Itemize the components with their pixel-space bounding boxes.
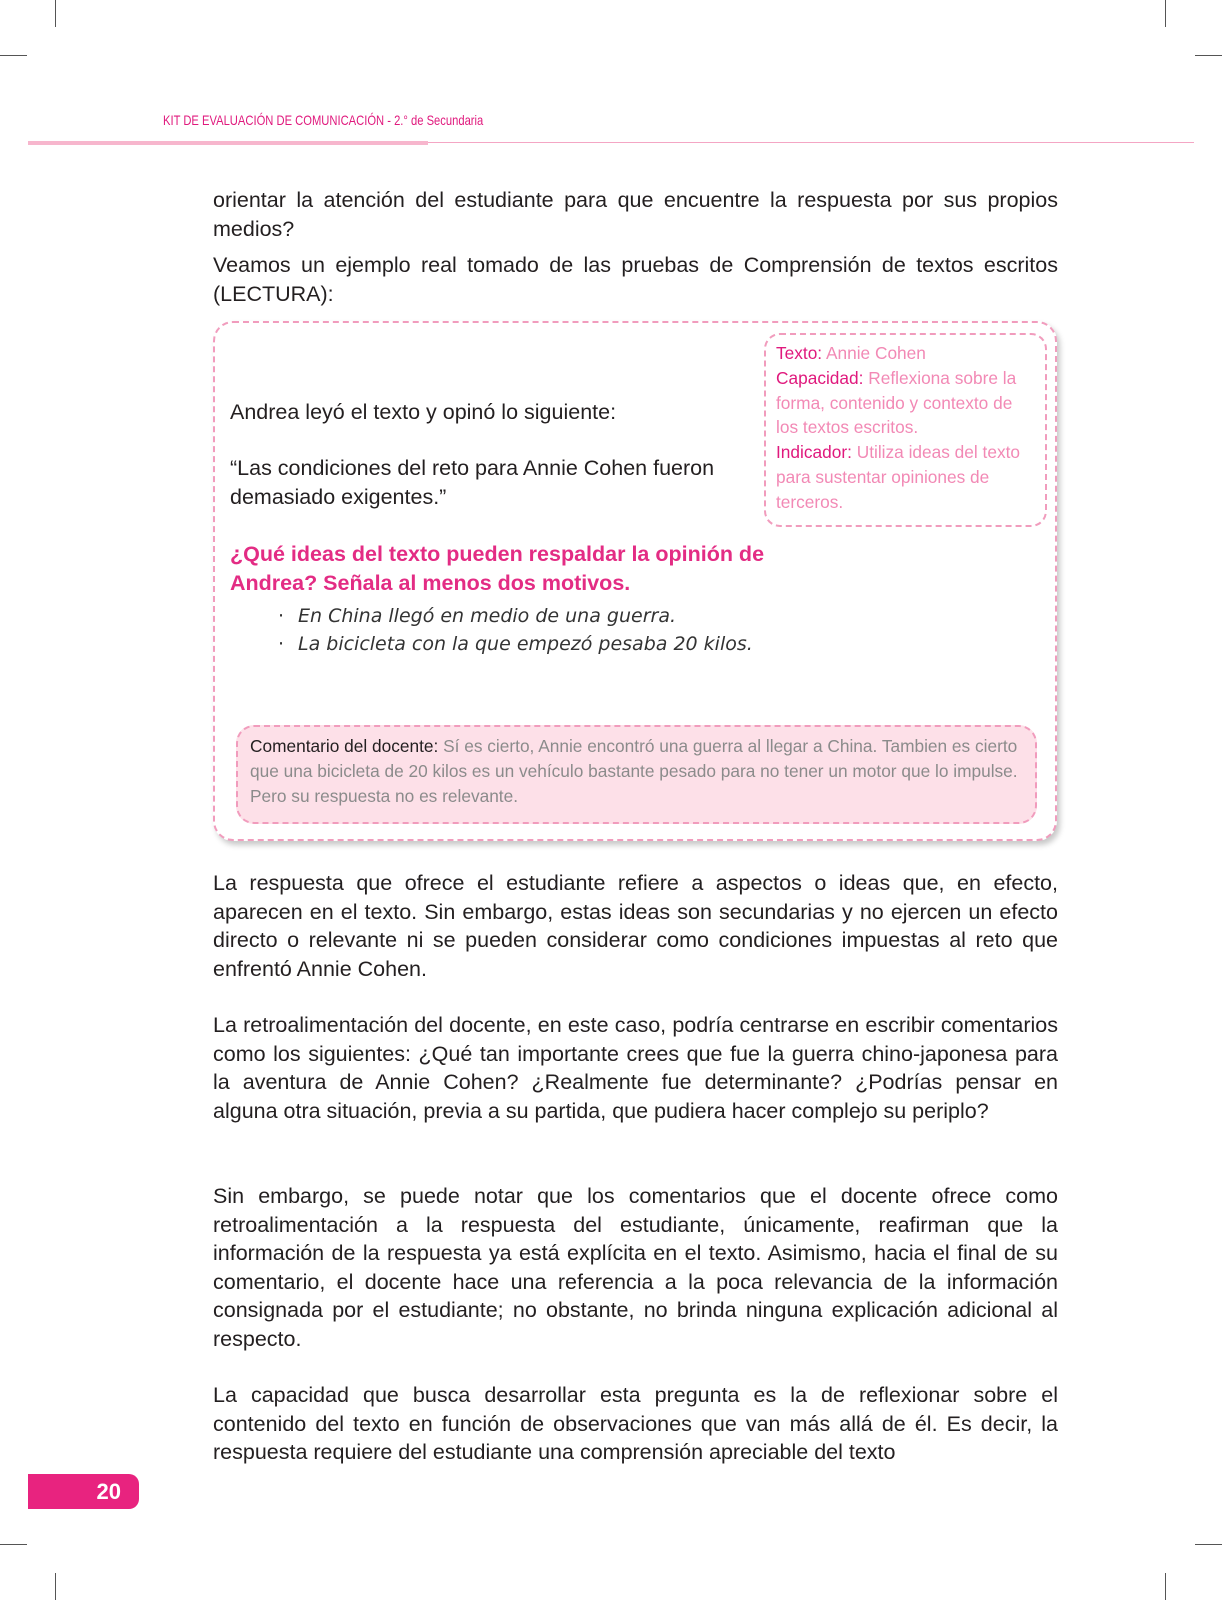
capacidad-label: Capacidad: <box>776 367 864 388</box>
page-number: 20 <box>28 1474 139 1509</box>
example-question: ¿Qué ideas del texto pueden respaldar la opinión de Andrea? Señala al menos dos motivos. <box>230 542 765 595</box>
crop-mark <box>1165 0 1166 27</box>
running-header: KIT DE EVALUACIÓN DE COMUNICACIÓN - 2.° de Secundaria <box>163 112 484 128</box>
header-rule-accent <box>28 141 428 145</box>
crop-mark <box>0 55 27 56</box>
crop-mark <box>55 0 56 27</box>
crop-mark <box>55 1573 56 1600</box>
crop-mark <box>1195 55 1222 56</box>
teacher-comment-box <box>236 725 1037 824</box>
body-paragraph-3: Sin embargo, se puede notar que los comentarios que el docente ofrece como retroalimentación a la respuesta del estudiante, únicamente, reafirman que la información de la respuesta ya está explícita en el texto. Asimismo, hacia el final de su comentario, el docente hace una referencia a la poca relevancia de la información consignada por el estudiante; no obstante, no brinda ninguna explicación adicional al respecto. <box>213 1184 1058 1351</box>
comment-text: Sí es cierto, Annie encontró una guerra al llegar a China. Tambien es cierto que una bicicleta de 20 kilos es un vehículo bastante pesado para no tener un motor que lo impulse. Pero su respuesta no es relevante. <box>250 736 1018 806</box>
student-answers <box>278 602 753 658</box>
crop-mark <box>0 1544 27 1545</box>
body-paragraph-4: La capacidad que busca desarrollar esta pregunta es la de reflexionar sobre el contenido del texto en función de observaciones que van más allá de él. Es decir, la respuesta requiere del estudiante una comprensión apreciable del texto <box>213 1383 1058 1464</box>
example-lead: Andrea leyó el texto y opinó lo siguiente: <box>230 400 617 424</box>
indicador-value: Utiliza ideas del texto para sustentar opiniones de terceros. <box>776 442 1021 512</box>
crop-mark <box>1165 1573 1166 1600</box>
body-paragraph-2: La retroalimentación del docente, en este caso, podría centrarse en escribir comentarios como los siguientes: ¿Qué tan importante crees que fue la guerra chino-japonesa para la aventura de Annie Cohen? ¿Realmente fue determinante? ¿Podrías pensar en alguna otra situación, previa a su partida, que pudiera hacer complejo su periplo? <box>213 1013 1058 1123</box>
indicador-label: Indicador: <box>776 442 852 463</box>
item-info-box <box>764 333 1047 527</box>
intro-paragraph-2: Veamos un ejemplo real tomado de las pruebas de Comprensión de textos escritos (LECTURA): <box>213 253 1058 306</box>
body-paragraph-1: La respuesta que ofrece el estudiante refiere a aspectos o ideas que, en efecto, aparecen en el texto. Sin embargo, estas ideas son secundarias y no ejercen un efecto directo o relevante ni se pueden considerar como condiciones impuestas al reto que enfrentó Annie Cohen. <box>213 871 1058 981</box>
example-quote: “Las condiciones del reto para Annie Cohen fueron demasiado exigentes.” <box>230 456 715 509</box>
list-item: · La bicicleta con la que empezó pesaba 20 kilos. <box>278 630 753 658</box>
crop-mark <box>1195 1544 1222 1545</box>
texto-value: Annie Cohen <box>825 343 926 363</box>
intro-paragraph-1: orientar la atención del estudiante para que encuentre la respuesta por sus propios medios? <box>213 188 1058 241</box>
comment-label: Comentario del docente: <box>250 736 439 756</box>
capacidad-value: Reflexiona sobre la forma, contenido y contexto de los textos escritos. <box>776 367 1017 438</box>
texto-label: Texto: <box>776 343 823 363</box>
list-item: · En China llegó en medio de una guerra. <box>278 602 753 630</box>
